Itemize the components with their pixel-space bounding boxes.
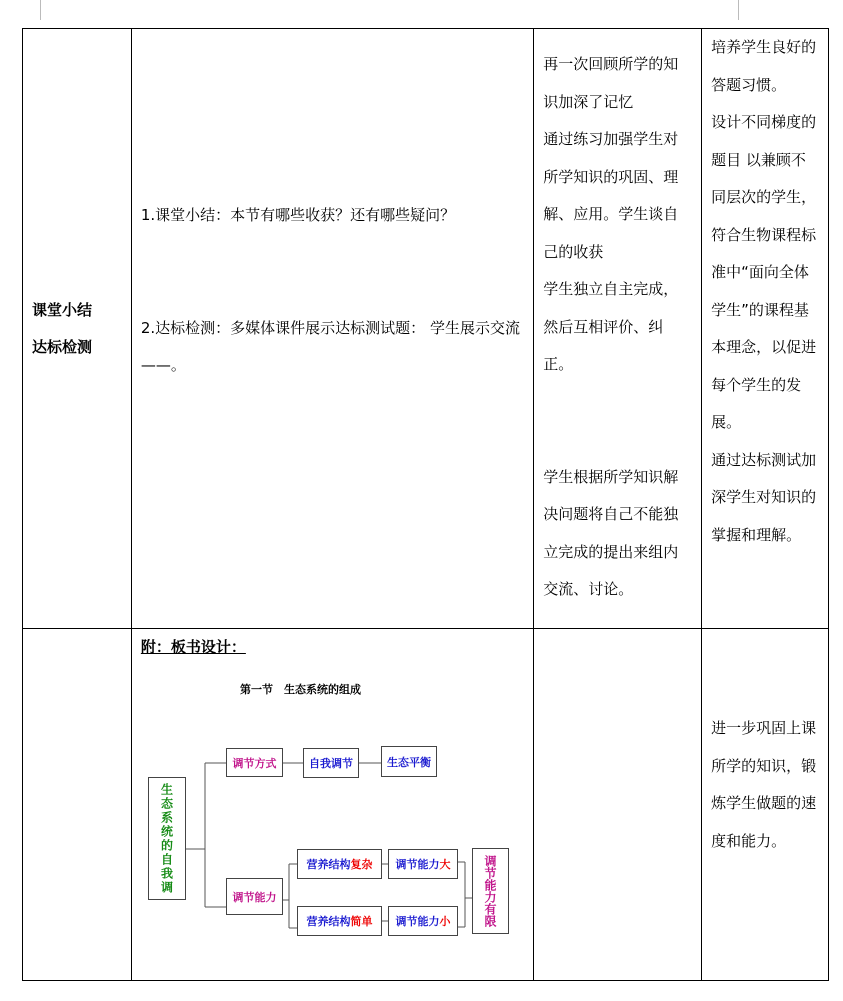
intent-text: 培养学生良好的答题习惯。: [711, 38, 817, 94]
activity-text: 通过练习加强学生对所学知识的巩固、理解、应用。学生谈自己的收获: [543, 130, 679, 261]
activity-text: 再一次回顾所学的知识加深了记忆: [543, 55, 679, 111]
diagram-box-small: [388, 906, 458, 936]
intent-text: 通过达标测试加深学生对知识的掌握和理解。: [711, 450, 817, 544]
content-item: 1.课堂小结：本节有哪些收获？还有哪些疑问？: [140, 206, 456, 224]
diagram-box-self: 自我调节: [303, 748, 359, 778]
diagram-root-box: 生态系统的自我调: [148, 777, 186, 900]
activity-text: 学生独立自主完成，然后互相评价、纠正。: [543, 280, 679, 373]
diagram-box-balance: 生态平衡: [381, 746, 437, 777]
intent-text: 进一步巩固上课所学的知识，锻炼学生做题的速度和能力。: [711, 719, 817, 850]
box-text-highlight: 大: [439, 858, 451, 871]
section-title: 达标检测: [32, 337, 93, 356]
box-text: 营养结构: [306, 858, 351, 871]
diagram-title: 第一节 生态系统的组成: [240, 683, 361, 696]
diagram-box-limited: 调节能力有限: [472, 848, 509, 934]
board-design-heading: 附：板书设计：: [140, 638, 246, 656]
box-text-highlight: 复杂: [350, 858, 373, 871]
diagram-box-big: [388, 849, 458, 879]
section-title: 课堂小结: [32, 300, 93, 319]
diagram-box-simple: [297, 906, 382, 936]
box-text-highlight: 简单: [350, 915, 373, 928]
box-text: 调节能力: [395, 858, 440, 871]
diagram-box-ability: 调节能力: [226, 878, 283, 915]
intent-text: 设计不同梯度的题目 以兼顾不同层次的学生，符合生物课程标准中“面向全体学生”的课程基本理念，以促进每个学生的发展。: [711, 113, 817, 431]
diagram-box-complex: [297, 849, 382, 879]
box-text: 调节能力: [395, 915, 440, 928]
box-text: 营养结构: [306, 915, 351, 928]
content-item: 2.达标检测：多媒体课件展示达标测试题： 学生展示交流——。: [140, 318, 520, 374]
activity-text: 学生根据所学知识解决问题将自己不能独立完成的提出来组内交流、讨论。: [543, 467, 679, 598]
diagram-box-mode: 调节方式: [226, 748, 283, 777]
box-text-highlight: 小: [439, 915, 451, 928]
